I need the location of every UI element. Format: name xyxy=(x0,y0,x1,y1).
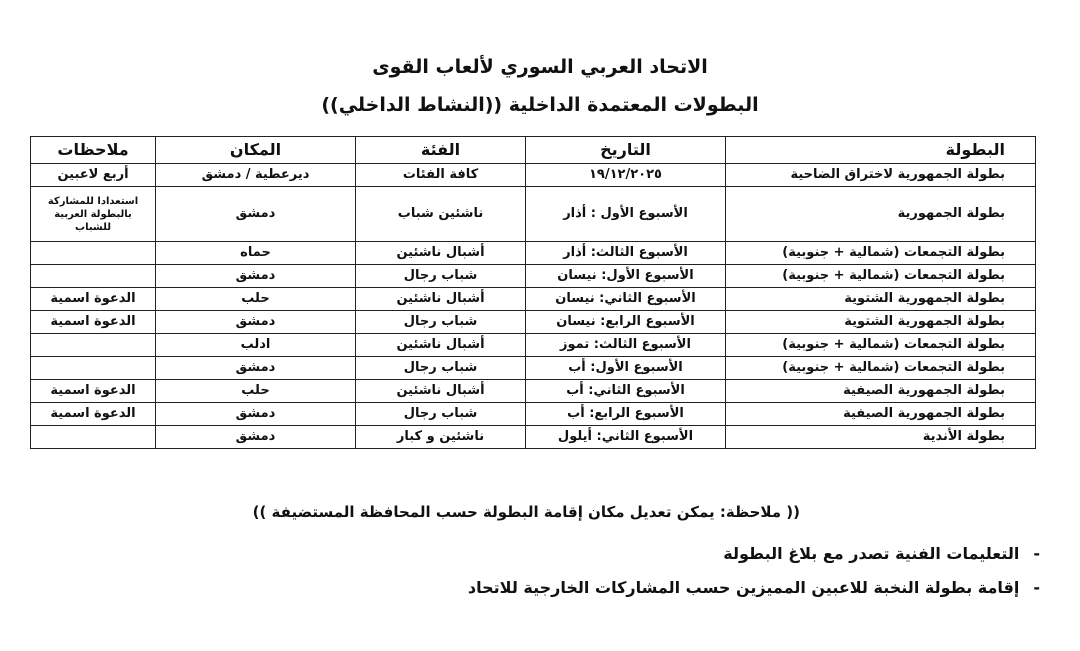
cell-category: كافة الفئات xyxy=(356,164,526,187)
cell-place: ادلب xyxy=(156,334,356,357)
cell-category: ناشئين و كبار xyxy=(356,426,526,449)
table-row xyxy=(31,265,1036,288)
cell-championship: بطولة الجمهورية الصيفية xyxy=(726,380,1036,403)
cell-date: الأسبوع الرابع: نيسان xyxy=(526,311,726,334)
bullet-dash: - xyxy=(1033,544,1040,563)
cell-championship: بطولة الجمهورية الشتوية xyxy=(726,311,1036,334)
document-subtitle: البطولات المعتمدة الداخلية ((النشاط الداخلي)) xyxy=(321,94,759,116)
table-row xyxy=(31,403,1036,426)
cell-notes xyxy=(31,357,156,380)
bullet-item xyxy=(468,578,1040,597)
cell-place: حلب xyxy=(156,380,356,403)
cell-place: دمشق xyxy=(156,403,356,426)
table-row xyxy=(31,357,1036,380)
cell-notes: أربع لاعبين xyxy=(31,164,156,187)
column-header-category: الفئة xyxy=(356,137,526,164)
column-header-place: المكان xyxy=(156,137,356,164)
cell-place: حلب xyxy=(156,288,356,311)
table-row xyxy=(31,288,1036,311)
cell-date: الأسبوع الثالث: تموز xyxy=(526,334,726,357)
championships-table xyxy=(30,136,1036,449)
cell-place: دمشق xyxy=(156,187,356,242)
cell-date: الأسبوع الأول: أب xyxy=(526,357,726,380)
cell-date: الأسبوع الثالث: أذار xyxy=(526,242,726,265)
cell-championship: بطولة التجمعات (شمالية + جنوبية) xyxy=(726,265,1036,288)
column-header-date: التاريخ xyxy=(526,137,726,164)
table-row xyxy=(31,380,1036,403)
cell-place: ديرعطية / دمشق xyxy=(156,164,356,187)
cell-championship: بطولة الأندية xyxy=(726,426,1036,449)
cell-category: شباب رجال xyxy=(356,265,526,288)
cell-date: ١٩/١٢/٢٠٢٥ xyxy=(526,164,726,187)
column-header-championship: البطولة xyxy=(726,137,1036,164)
cell-championship: بطولة التجمعات (شمالية + جنوبية) xyxy=(726,357,1036,380)
cell-notes xyxy=(31,242,156,265)
cell-notes: استعدادا للمشاركة بالبطولة العربية للشباب xyxy=(31,187,156,242)
cell-category: أشبال ناشئين xyxy=(356,380,526,403)
cell-category: أشبال ناشئين xyxy=(356,334,526,357)
cell-championship: بطولة الجمهورية الشتوية xyxy=(726,288,1036,311)
cell-category: أشبال ناشئين xyxy=(356,288,526,311)
cell-notes xyxy=(31,426,156,449)
table-header-row xyxy=(31,137,1036,164)
bullet-text: التعليمات الفنية تصدر مع بلاغ البطولة xyxy=(723,544,1020,563)
cell-date: الأسبوع الرابع: أب xyxy=(526,403,726,426)
cell-notes: الدعوة اسمية xyxy=(31,311,156,334)
cell-date: الأسبوع الأول: نيسان xyxy=(526,265,726,288)
relocation-note: (( ملاحظة: يمكن تعديل مكان إقامة البطولة حسب المحافظة المستضيفة )) xyxy=(252,503,800,521)
cell-category: شباب رجال xyxy=(356,357,526,380)
cell-place: دمشق xyxy=(156,265,356,288)
table-row xyxy=(31,187,1036,242)
table-row xyxy=(31,242,1036,265)
cell-championship: بطولة التجمعات (شمالية + جنوبية) xyxy=(726,242,1036,265)
cell-championship: بطولة الجمهورية الصيفية xyxy=(726,403,1036,426)
bullet-item xyxy=(723,544,1040,563)
cell-category: أشبال ناشئين xyxy=(356,242,526,265)
cell-championship: بطولة الجمهورية لاختراق الضاحية xyxy=(726,164,1036,187)
cell-date: الأسبوع الثاني: أيلول xyxy=(526,426,726,449)
bullet-dash: - xyxy=(1033,578,1040,597)
table-row xyxy=(31,311,1036,334)
cell-notes: الدعوة اسمية xyxy=(31,380,156,403)
cell-notes: الدعوة اسمية xyxy=(31,288,156,311)
column-header-notes: ملاحظات xyxy=(31,137,156,164)
table-row xyxy=(31,164,1036,187)
cell-place: دمشق xyxy=(156,357,356,380)
cell-notes xyxy=(31,334,156,357)
cell-championship: بطولة التجمعات (شمالية + جنوبية) xyxy=(726,334,1036,357)
organization-title: الاتحاد العربي السوري لألعاب القوى xyxy=(372,56,708,78)
cell-category: شباب رجال xyxy=(356,311,526,334)
cell-place: دمشق xyxy=(156,426,356,449)
cell-championship: بطولة الجمهورية xyxy=(726,187,1036,242)
cell-date: الأسبوع الأول : أذار xyxy=(526,187,726,242)
table-row xyxy=(31,426,1036,449)
table-row xyxy=(31,334,1036,357)
cell-date: الأسبوع الثاني: أب xyxy=(526,380,726,403)
cell-date: الأسبوع الثاني: نيسان xyxy=(526,288,726,311)
cell-notes xyxy=(31,265,156,288)
cell-place: حماه xyxy=(156,242,356,265)
cell-category: شباب رجال xyxy=(356,403,526,426)
bullet-text: إقامة بطولة النخبة للاعبين المميزين حسب المشاركات الخارجية للاتحاد xyxy=(467,578,1020,597)
cell-category: ناشئين شباب xyxy=(356,187,526,242)
cell-notes: الدعوة اسمية xyxy=(31,403,156,426)
cell-place: دمشق xyxy=(156,311,356,334)
